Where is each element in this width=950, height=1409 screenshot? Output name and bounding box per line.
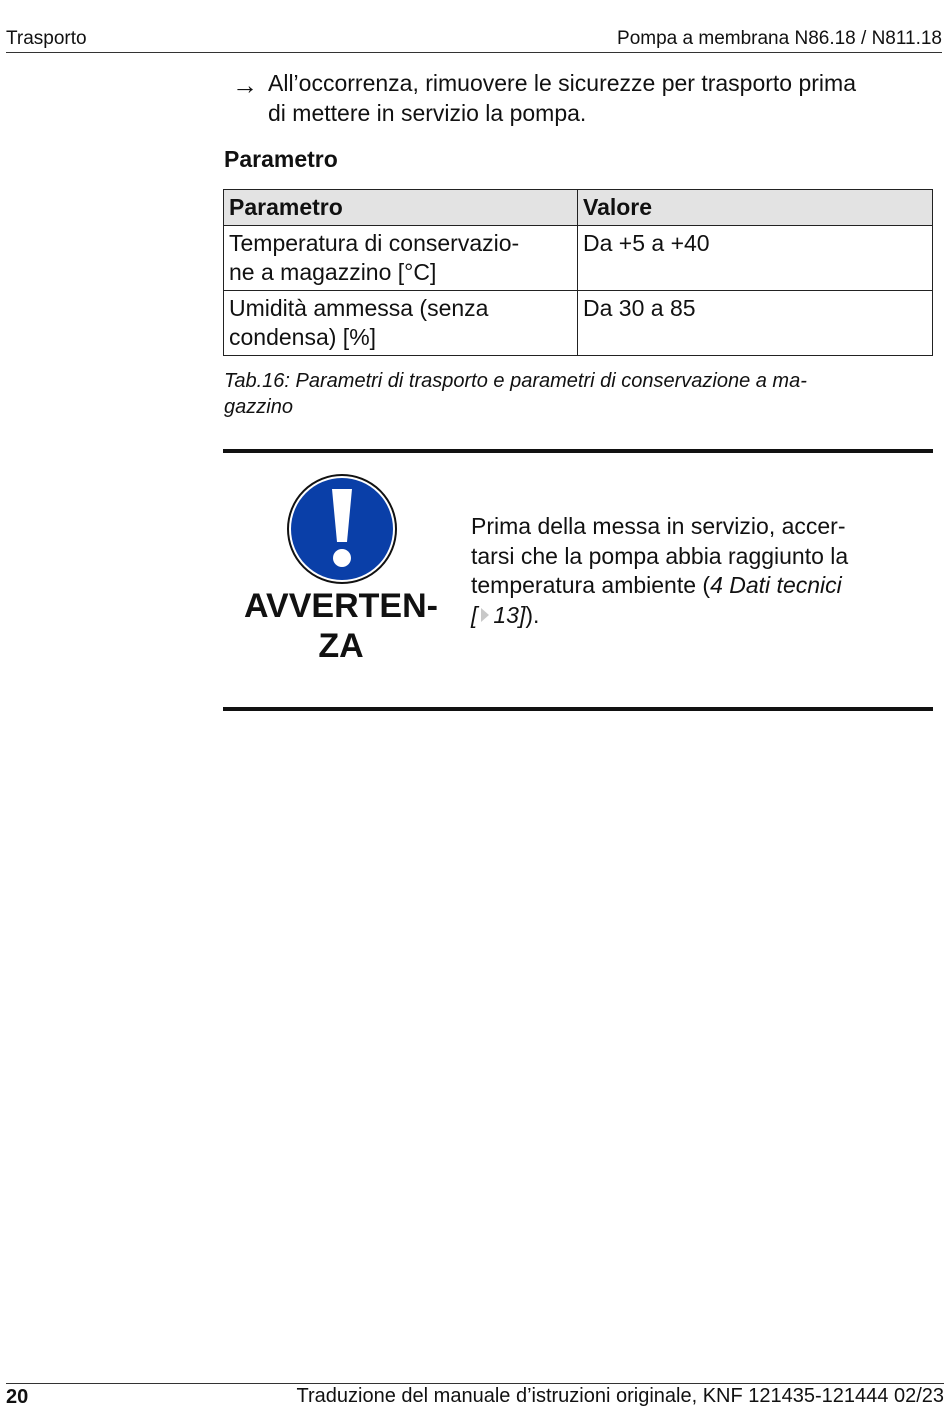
warning-text-suffix: ). — [525, 601, 540, 628]
parameter-line: Temperatura di conservazio- — [229, 230, 520, 256]
table-cell-value: Da 30 a 85 — [578, 291, 933, 356]
header-section: Trasporto — [6, 28, 87, 49]
instruction-line-2: di mettere in servizio la pompa. — [268, 100, 587, 126]
warning-text — [471, 512, 911, 630]
parameter-line: ne a magazzino [°C] — [229, 259, 437, 285]
header-product: Pompa a membrana N86.18 / N811.18 — [617, 28, 942, 49]
table-cell-parameter — [224, 226, 578, 291]
cross-reference-bracket[interactable]: [ — [471, 601, 478, 628]
parameters-table — [223, 189, 933, 356]
page-header — [6, 28, 942, 53]
warning-bottom-rule — [223, 707, 933, 711]
table-row — [224, 226, 933, 291]
caption-line-2: gazzino — [224, 396, 293, 418]
section-title: Parametro — [224, 146, 338, 172]
warning-text-line-1: Prima della messa in servizio, accer- — [471, 513, 846, 539]
warning-text-line-2: tarsi che la pompa abbia raggiunto la — [471, 542, 849, 569]
table-row — [224, 291, 933, 356]
warning-label-line-1: AVVERTEN- — [244, 587, 438, 625]
page-footer — [6, 1383, 944, 1406]
page-number: 20 — [6, 1386, 29, 1408]
arrow-right-icon: → — [232, 70, 258, 100]
warning-text-line-3 — [471, 571, 911, 601]
warning-text-line-4 — [471, 601, 911, 631]
header-valore: Valore — [578, 190, 933, 226]
warning-label — [230, 586, 452, 666]
instruction-line-1: All’occorrenza, rimuovere le sicurezze per trasporto prima — [268, 70, 856, 96]
parameter-line: Umidità ammessa (senza — [229, 295, 489, 321]
warning-label-line-2: ZA — [318, 627, 364, 665]
table-cell-value: Da +5 a +40 — [578, 226, 933, 291]
warning-text-prefix: temperatura ambiente ( — [471, 572, 711, 598]
header-parametro: Parametro — [224, 190, 578, 226]
cross-reference-link[interactable]: 4 Dati tecnici — [710, 572, 842, 598]
cross-reference-page[interactable]: 13] — [493, 601, 526, 628]
table-cell-parameter — [224, 291, 578, 356]
parameter-line: condensa) [%] — [229, 324, 377, 350]
page-reference-arrow-icon — [481, 608, 489, 622]
table-header-row — [224, 190, 933, 226]
instruction-text — [268, 68, 932, 128]
caption-line-1: Tab.16: Parametri di trasporto e parametri di conservazione a ma- — [224, 370, 807, 392]
warning-top-rule — [223, 449, 933, 453]
footer-text: Traduzione del manuale d’istruzioni originale, KNF 121435-121444 02/23 — [296, 1385, 944, 1407]
table-caption — [224, 368, 914, 420]
exclamation-circle-icon — [286, 473, 398, 585]
instruction-step — [232, 68, 932, 128]
